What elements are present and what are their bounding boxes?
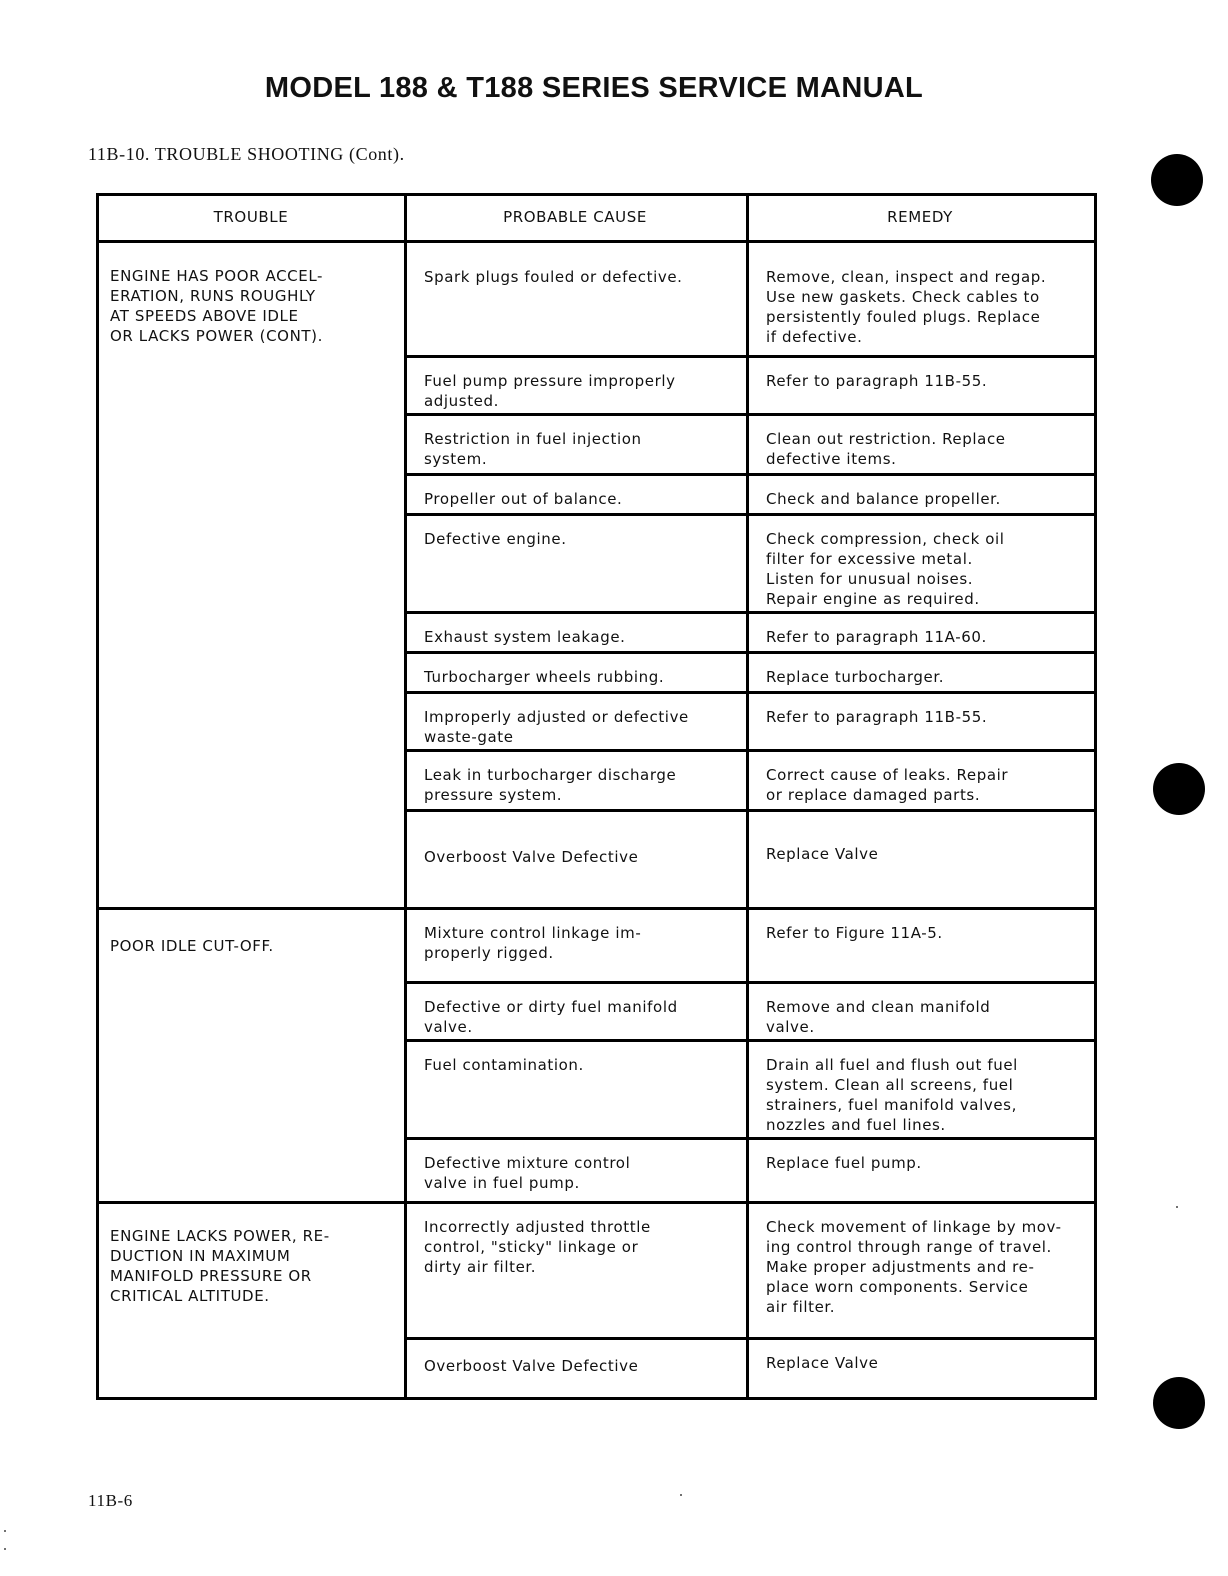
- binder-hole-icon: [1153, 1377, 1205, 1429]
- table-border: [98, 907, 1097, 910]
- probable-cause: Turbocharger wheels rubbing.: [424, 668, 665, 686]
- probable-cause: Overboost Valve Defective: [424, 848, 639, 866]
- table-border: [404, 651, 1097, 654]
- column-header: REMEDY: [887, 208, 953, 226]
- table-border: [746, 193, 749, 1400]
- remedy: Check movement of linkage by mov- ing control through range of travel. Make proper adjustments and re- place worn components. Service air filter.: [766, 1218, 1062, 1316]
- remedy: Clean out restriction. Replace defective items.: [766, 430, 1006, 468]
- probable-cause: Defective engine.: [424, 530, 567, 548]
- table-border: [404, 193, 407, 1400]
- remedy: Remove, clean, inspect and regap. Use new gaskets. Check cables to persistently fouled plugs. Replace if defective.: [766, 268, 1047, 346]
- column-header: PROBABLE CAUSE: [503, 208, 647, 226]
- page-title: MODEL 188 & T188 SERIES SERVICE MANUAL: [264, 72, 924, 104]
- probable-cause: Leak in turbocharger discharge pressure system.: [424, 766, 677, 804]
- table-border: [404, 413, 1097, 416]
- trouble-text: POOR IDLE CUT-OFF.: [110, 937, 274, 955]
- probable-cause: Fuel contamination.: [424, 1056, 584, 1074]
- scan-speck: [1176, 1206, 1178, 1208]
- trouble-text: ENGINE HAS POOR ACCEL- ERATION, RUNS ROUGHLY AT SPEEDS ABOVE IDLE OR LACKS POWER (CONT).: [110, 267, 324, 345]
- binder-hole-icon: [1151, 154, 1203, 206]
- probable-cause: Fuel pump pressure improperly adjusted.: [424, 372, 676, 410]
- table-border: [404, 981, 1097, 984]
- table-border: [404, 1137, 1097, 1140]
- remedy: Remove and clean manifold valve.: [766, 998, 991, 1036]
- table-border: [404, 355, 1097, 358]
- table-border: [404, 473, 1097, 476]
- remedy: Replace fuel pump.: [766, 1154, 922, 1172]
- remedy: Correct cause of leaks. Repair or replace damaged parts.: [766, 766, 1009, 804]
- remedy: Refer to paragraph 11B-55.: [766, 708, 988, 726]
- scan-speck: [4, 1530, 6, 1532]
- probable-cause: Incorrectly adjusted throttle control, "sticky" linkage or dirty air filter.: [424, 1218, 651, 1276]
- table-border: [1094, 193, 1097, 1400]
- remedy: Refer to paragraph 11A-60.: [766, 628, 987, 646]
- probable-cause: Mixture control linkage im- properly rigged.: [424, 924, 642, 962]
- probable-cause: Exhaust system leakage.: [424, 628, 626, 646]
- table-border: [98, 193, 1097, 196]
- remedy: Check and balance propeller.: [766, 490, 1001, 508]
- table-border: [98, 1397, 1097, 1400]
- remedy: Replace Valve: [766, 845, 879, 863]
- table-border: [404, 809, 1097, 812]
- table-border: [404, 1337, 1097, 1340]
- table-border: [404, 611, 1097, 614]
- table-border: [404, 1039, 1097, 1042]
- probable-cause: Defective or dirty fuel manifold valve.: [424, 998, 678, 1036]
- probable-cause: Spark plugs fouled or defective.: [424, 268, 683, 286]
- remedy: Refer to paragraph 11B-55.: [766, 372, 988, 390]
- probable-cause: Propeller out of balance.: [424, 490, 623, 508]
- scan-speck: [680, 1494, 682, 1496]
- binder-hole-icon: [1153, 763, 1205, 815]
- probable-cause: Overboost Valve Defective: [424, 1357, 639, 1375]
- probable-cause: Restriction in fuel injection system.: [424, 430, 642, 468]
- remedy: Check compression, check oil filter for excessive metal. Listen for unusual noises. Repair engine as required.: [766, 530, 1005, 608]
- table-border: [404, 749, 1097, 752]
- probable-cause: Defective mixture control valve in fuel pump.: [424, 1154, 631, 1192]
- remedy: Replace Valve: [766, 1354, 879, 1372]
- trouble-text: ENGINE LACKS POWER, RE- DUCTION IN MAXIMUM MANIFOLD PRESSURE OR CRITICAL ALTITUDE.: [110, 1227, 330, 1305]
- section-heading: 11B-10. TROUBLE SHOOTING (Cont).: [88, 144, 405, 164]
- column-header: TROUBLE: [213, 208, 289, 226]
- table-border: [96, 193, 99, 1400]
- table-border: [404, 513, 1097, 516]
- remedy: Replace turbocharger.: [766, 668, 945, 686]
- table-border: [98, 1201, 1097, 1204]
- page-number: 11B-6: [88, 1491, 133, 1510]
- table-border: [98, 240, 1097, 243]
- probable-cause: Improperly adjusted or defective waste-gate: [424, 708, 689, 746]
- remedy: Refer to Figure 11A-5.: [766, 924, 943, 942]
- scan-speck: [4, 1548, 6, 1550]
- table-border: [404, 691, 1097, 694]
- remedy: Drain all fuel and flush out fuel system. Clean all screens, fuel strainers, fuel manifold valves, nozzles and fuel lines.: [766, 1056, 1018, 1134]
